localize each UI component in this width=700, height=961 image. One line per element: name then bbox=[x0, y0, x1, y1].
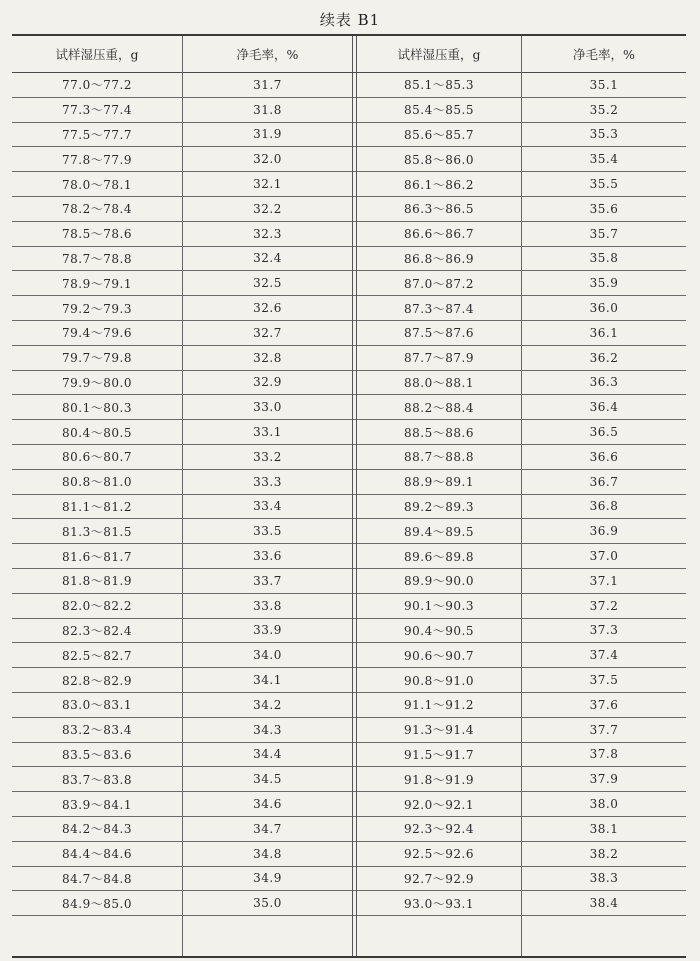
header-rate-left: 净毛率，% bbox=[182, 36, 353, 73]
right-weight-cell: 90.6～90.7 bbox=[356, 643, 522, 668]
left-rate-cell: 32.0 bbox=[182, 147, 353, 172]
table-row bbox=[12, 196, 686, 221]
right-rate-cell: 38.2 bbox=[522, 841, 686, 866]
left-rate-cell: 32.6 bbox=[182, 296, 353, 321]
right-weight-cell: 85.6～85.7 bbox=[356, 122, 522, 147]
right-rate-cell: 37.3 bbox=[522, 618, 686, 643]
right-rate-cell: 38.0 bbox=[522, 792, 686, 817]
left-weight-cell: 82.3～82.4 bbox=[12, 618, 182, 643]
table-row bbox=[12, 122, 686, 147]
right-weight-cell: 91.8～91.9 bbox=[356, 767, 522, 792]
table-row bbox=[12, 544, 686, 569]
table-header-row bbox=[12, 36, 686, 73]
left-rate-cell: 31.7 bbox=[182, 73, 353, 98]
table-row bbox=[12, 742, 686, 767]
table-row bbox=[12, 792, 686, 817]
left-rate-cell: 33.8 bbox=[182, 593, 353, 618]
left-rate-cell: 32.1 bbox=[182, 172, 353, 197]
left-weight-cell: 82.5～82.7 bbox=[12, 643, 182, 668]
right-weight-cell: 87.3～87.4 bbox=[356, 296, 522, 321]
right-weight-cell: 87.7～87.9 bbox=[356, 345, 522, 370]
table-row bbox=[12, 147, 686, 172]
right-weight-cell: 86.6～86.7 bbox=[356, 221, 522, 246]
right-weight-cell: 91.3～91.4 bbox=[356, 717, 522, 742]
right-weight-cell: 85.8～86.0 bbox=[356, 147, 522, 172]
right-rate-cell: 35.5 bbox=[522, 172, 686, 197]
table-row bbox=[12, 395, 686, 420]
right-rate-cell: 36.5 bbox=[522, 420, 686, 445]
right-rate-cell: 38.3 bbox=[522, 866, 686, 891]
right-weight-cell: 92.0～92.1 bbox=[356, 792, 522, 817]
right-rate-cell: 36.4 bbox=[522, 395, 686, 420]
right-rate-cell: 35.1 bbox=[522, 73, 686, 98]
table-row bbox=[12, 345, 686, 370]
left-weight-cell: 80.8～81.0 bbox=[12, 469, 182, 494]
table-title: 续表 B1 bbox=[319, 11, 381, 29]
left-weight-cell: 79.9～80.0 bbox=[12, 370, 182, 395]
left-weight-cell: 80.4～80.5 bbox=[12, 420, 182, 445]
table-row bbox=[12, 519, 686, 544]
left-weight-cell: 84.7～84.8 bbox=[12, 866, 182, 891]
table-row bbox=[12, 668, 686, 693]
table-row bbox=[12, 841, 686, 866]
right-rate-cell: 37.8 bbox=[522, 742, 686, 767]
left-weight-cell: 77.8～77.9 bbox=[12, 147, 182, 172]
table-bottom-rule bbox=[12, 956, 686, 958]
left-rate-cell: 33.7 bbox=[182, 568, 353, 593]
right-weight-cell: 91.5～91.7 bbox=[356, 742, 522, 767]
right-rate-cell: 36.2 bbox=[522, 345, 686, 370]
left-weight-cell: 80.1～80.3 bbox=[12, 395, 182, 420]
left-weight-cell: 83.9～84.1 bbox=[12, 792, 182, 817]
right-rate-cell: 37.5 bbox=[522, 668, 686, 693]
table-row bbox=[12, 866, 686, 891]
right-weight-cell: 92.5～92.6 bbox=[356, 841, 522, 866]
right-rate-cell: 35.8 bbox=[522, 246, 686, 271]
left-rate-cell: 34.6 bbox=[182, 792, 353, 817]
left-weight-cell: 79.2～79.3 bbox=[12, 296, 182, 321]
left-weight-cell: 77.5～77.7 bbox=[12, 122, 182, 147]
right-rate-cell: 35.7 bbox=[522, 221, 686, 246]
left-rate-cell: 34.9 bbox=[182, 866, 353, 891]
right-weight-cell: 85.4～85.5 bbox=[356, 97, 522, 122]
table-row bbox=[12, 593, 686, 618]
right-rate-cell: 37.1 bbox=[522, 568, 686, 593]
left-weight-cell: 83.2～83.4 bbox=[12, 717, 182, 742]
table-row bbox=[12, 221, 686, 246]
left-weight-cell: 83.5～83.6 bbox=[12, 742, 182, 767]
left-weight-cell: 77.3～77.4 bbox=[12, 97, 182, 122]
right-rate-cell: 36.6 bbox=[522, 444, 686, 469]
table-row bbox=[12, 73, 686, 98]
right-rate-cell: 35.4 bbox=[522, 147, 686, 172]
left-weight-cell: 79.4～79.6 bbox=[12, 320, 182, 345]
right-rate-cell: 38.4 bbox=[522, 891, 686, 916]
left-weight-cell: 79.7～79.8 bbox=[12, 345, 182, 370]
table-row bbox=[12, 891, 686, 916]
right-rate-cell: 36.9 bbox=[522, 519, 686, 544]
left-rate-cell: 32.7 bbox=[182, 320, 353, 345]
left-rate-cell: 33.6 bbox=[182, 544, 353, 569]
left-weight-cell: 78.7～78.8 bbox=[12, 246, 182, 271]
right-weight-cell: 92.3～92.4 bbox=[356, 816, 522, 841]
table-row bbox=[12, 469, 686, 494]
left-rate-cell: 33.5 bbox=[182, 519, 353, 544]
left-rate-cell: 32.4 bbox=[182, 246, 353, 271]
left-rate-cell: 31.8 bbox=[182, 97, 353, 122]
column-divider bbox=[182, 36, 183, 956]
table-row bbox=[12, 494, 686, 519]
table-row bbox=[12, 816, 686, 841]
table-body bbox=[12, 73, 686, 916]
left-rate-cell: 34.2 bbox=[182, 692, 353, 717]
left-weight-cell: 77.0～77.2 bbox=[12, 73, 182, 98]
left-weight-cell: 84.4～84.6 bbox=[12, 841, 182, 866]
left-rate-cell: 34.1 bbox=[182, 668, 353, 693]
right-weight-cell: 93.0～93.1 bbox=[356, 891, 522, 916]
right-weight-cell: 87.0～87.2 bbox=[356, 271, 522, 296]
left-weight-cell: 83.0～83.1 bbox=[12, 692, 182, 717]
right-weight-cell: 92.7～92.9 bbox=[356, 866, 522, 891]
left-weight-cell: 82.0～82.2 bbox=[12, 593, 182, 618]
right-rate-cell: 35.2 bbox=[522, 97, 686, 122]
left-rate-cell: 33.1 bbox=[182, 420, 353, 445]
table-row bbox=[12, 444, 686, 469]
table-row bbox=[12, 568, 686, 593]
left-rate-cell: 33.2 bbox=[182, 444, 353, 469]
left-rate-cell: 35.0 bbox=[182, 891, 353, 916]
left-rate-cell: 34.4 bbox=[182, 742, 353, 767]
left-weight-cell: 78.5～78.6 bbox=[12, 221, 182, 246]
net-wool-rate-table bbox=[12, 36, 686, 916]
table-row bbox=[12, 246, 686, 271]
right-weight-cell: 86.3～86.5 bbox=[356, 196, 522, 221]
left-rate-cell: 32.3 bbox=[182, 221, 353, 246]
left-rate-cell: 33.3 bbox=[182, 469, 353, 494]
header-weight-right: 试样湿压重，g bbox=[356, 36, 522, 73]
right-rate-cell: 37.2 bbox=[522, 593, 686, 618]
center-double-divider bbox=[352, 36, 357, 956]
right-weight-cell: 88.0～88.1 bbox=[356, 370, 522, 395]
right-weight-cell: 89.9～90.0 bbox=[356, 568, 522, 593]
left-weight-cell: 82.8～82.9 bbox=[12, 668, 182, 693]
left-weight-cell: 81.6～81.7 bbox=[12, 544, 182, 569]
right-rate-cell: 35.9 bbox=[522, 271, 686, 296]
left-weight-cell: 84.9～85.0 bbox=[12, 891, 182, 916]
right-rate-cell: 36.8 bbox=[522, 494, 686, 519]
left-weight-cell: 80.6～80.7 bbox=[12, 444, 182, 469]
table-row bbox=[12, 271, 686, 296]
left-weight-cell: 78.2～78.4 bbox=[12, 196, 182, 221]
right-rate-cell: 36.7 bbox=[522, 469, 686, 494]
table-row bbox=[12, 370, 686, 395]
right-rate-cell: 37.7 bbox=[522, 717, 686, 742]
left-rate-cell: 34.5 bbox=[182, 767, 353, 792]
left-rate-cell: 33.4 bbox=[182, 494, 353, 519]
right-weight-cell: 87.5～87.6 bbox=[356, 320, 522, 345]
right-weight-cell: 90.8～91.0 bbox=[356, 668, 522, 693]
right-rate-cell: 37.0 bbox=[522, 544, 686, 569]
left-rate-cell: 33.9 bbox=[182, 618, 353, 643]
left-rate-cell: 32.2 bbox=[182, 196, 353, 221]
table-row bbox=[12, 717, 686, 742]
left-weight-cell: 78.9～79.1 bbox=[12, 271, 182, 296]
right-weight-cell: 90.1～90.3 bbox=[356, 593, 522, 618]
right-rate-cell: 38.1 bbox=[522, 816, 686, 841]
header-weight-left: 试样湿压重，g bbox=[12, 36, 182, 73]
right-weight-cell: 88.5～88.6 bbox=[356, 420, 522, 445]
left-rate-cell: 34.8 bbox=[182, 841, 353, 866]
table-row bbox=[12, 420, 686, 445]
right-rate-cell: 37.9 bbox=[522, 767, 686, 792]
left-rate-cell: 31.9 bbox=[182, 122, 353, 147]
right-weight-cell: 85.1～85.3 bbox=[356, 73, 522, 98]
header-rate-right: 净毛率，% bbox=[522, 36, 686, 73]
right-weight-cell: 89.6～89.8 bbox=[356, 544, 522, 569]
left-rate-cell: 34.3 bbox=[182, 717, 353, 742]
right-weight-cell: 88.2～88.4 bbox=[356, 395, 522, 420]
right-weight-cell: 88.9～89.1 bbox=[356, 469, 522, 494]
table-row bbox=[12, 643, 686, 668]
right-weight-cell: 89.2～89.3 bbox=[356, 494, 522, 519]
left-rate-cell: 33.0 bbox=[182, 395, 353, 420]
left-rate-cell: 32.9 bbox=[182, 370, 353, 395]
left-rate-cell: 34.7 bbox=[182, 816, 353, 841]
right-weight-cell: 89.4～89.5 bbox=[356, 519, 522, 544]
left-weight-cell: 81.8～81.9 bbox=[12, 568, 182, 593]
right-rate-cell: 37.6 bbox=[522, 692, 686, 717]
left-rate-cell: 32.5 bbox=[182, 271, 353, 296]
left-weight-cell: 81.1～81.2 bbox=[12, 494, 182, 519]
left-weight-cell: 83.7～83.8 bbox=[12, 767, 182, 792]
right-rate-cell: 36.1 bbox=[522, 320, 686, 345]
left-weight-cell: 81.3～81.5 bbox=[12, 519, 182, 544]
right-rate-cell: 36.3 bbox=[522, 370, 686, 395]
right-rate-cell: 35.6 bbox=[522, 196, 686, 221]
table-row bbox=[12, 618, 686, 643]
right-weight-cell: 90.4～90.5 bbox=[356, 618, 522, 643]
table-row bbox=[12, 692, 686, 717]
right-rate-cell: 37.4 bbox=[522, 643, 686, 668]
left-weight-cell: 78.0～78.1 bbox=[12, 172, 182, 197]
right-weight-cell: 86.1～86.2 bbox=[356, 172, 522, 197]
table-row bbox=[12, 172, 686, 197]
table-row bbox=[12, 97, 686, 122]
right-weight-cell: 91.1～91.2 bbox=[356, 692, 522, 717]
table-row bbox=[12, 296, 686, 321]
column-divider bbox=[521, 36, 522, 956]
left-weight-cell: 84.2～84.3 bbox=[12, 816, 182, 841]
right-weight-cell: 86.8～86.9 bbox=[356, 246, 522, 271]
left-rate-cell: 34.0 bbox=[182, 643, 353, 668]
left-rate-cell: 32.8 bbox=[182, 345, 353, 370]
right-rate-cell: 35.3 bbox=[522, 122, 686, 147]
right-rate-cell: 36.0 bbox=[522, 296, 686, 321]
right-weight-cell: 88.7～88.8 bbox=[356, 444, 522, 469]
table-row bbox=[12, 320, 686, 345]
table-row bbox=[12, 767, 686, 792]
